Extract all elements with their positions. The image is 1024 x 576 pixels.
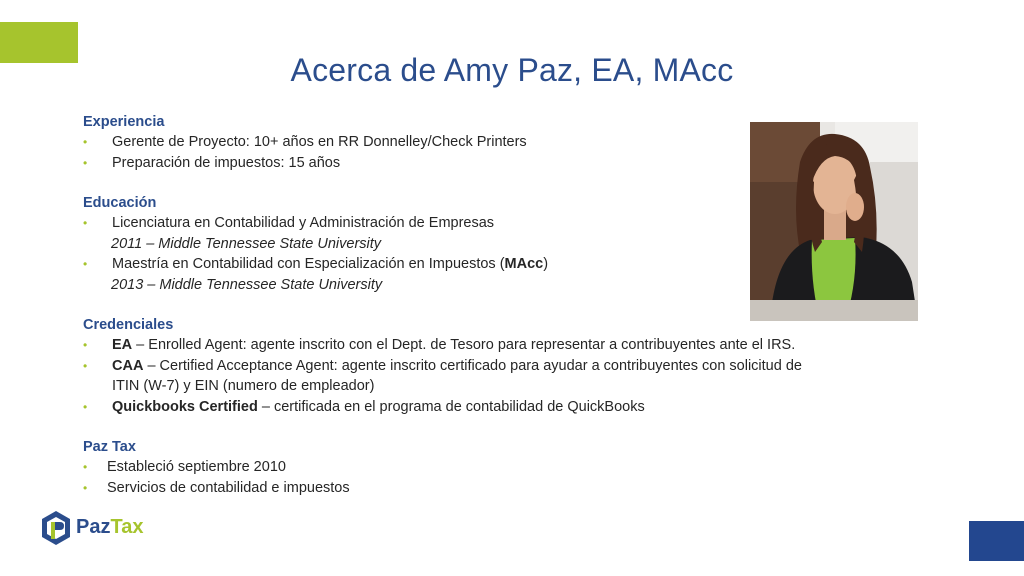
paztax-logo xyxy=(40,510,160,546)
bullet-icon: • xyxy=(83,216,88,230)
section-heading-educacion: Educación xyxy=(83,195,157,211)
bullet-icon: • xyxy=(83,155,88,170)
bullet-icon: • xyxy=(83,460,88,474)
bullet-icon: • xyxy=(83,358,88,373)
list-item: • Estableció septiembre 2010 xyxy=(83,457,873,478)
section-heading-credenciales: Credenciales xyxy=(83,317,174,333)
portrait-photo xyxy=(750,122,918,321)
bullet-icon: • xyxy=(83,135,88,149)
list-item: • Licenciatura en Contabilidad y Administración de Empresas xyxy=(83,213,873,234)
list-item: • CAA – Certified Acceptance Agent: agente inscrito certificado para ayudar a contribuyentes con solicitud de ITIN (W-7) y EIN (numero de empleador) xyxy=(83,357,802,394)
section-heading-experiencia: Experiencia xyxy=(83,114,165,130)
list-item: • Preparación de impuestos: 15 años xyxy=(83,153,873,174)
education-detail: 2013 – Middle Tennessee State University xyxy=(111,276,383,293)
logo-text-paz: Paz xyxy=(76,516,111,538)
list-item: • EA – Enrolled Agent: agente inscrito con el Dept. de Tesoro para representar a contribuyentes ante el IRS. xyxy=(83,335,873,356)
list-item: • Maestría en Contabilidad con Especialización en Impuestos (MAcc) xyxy=(83,254,873,275)
slide-title: Acerca de Amy Paz, EA, MAcc xyxy=(290,52,734,88)
bullet-icon: • xyxy=(83,338,88,352)
bullet-icon: • xyxy=(83,480,88,495)
education-detail: 2011 – Middle Tennessee State University xyxy=(111,235,382,252)
blue-accent-bar xyxy=(969,521,1024,561)
section-heading-paztax: Paz Tax xyxy=(83,439,136,455)
bullet-icon: • xyxy=(83,399,88,414)
logo-text-tax: Tax xyxy=(110,516,144,538)
list-item: • Gerente de Proyecto: 10+ años en RR Donnelley/Check Printers xyxy=(83,132,873,153)
paztax-logo-icon xyxy=(40,510,72,546)
list-item: • Quickbooks Certified – certificada en el programa de contabilidad de QuickBooks xyxy=(83,397,873,418)
list-item: • Servicios de contabilidad e impuestos xyxy=(83,478,873,499)
bullet-icon: • xyxy=(83,257,88,271)
